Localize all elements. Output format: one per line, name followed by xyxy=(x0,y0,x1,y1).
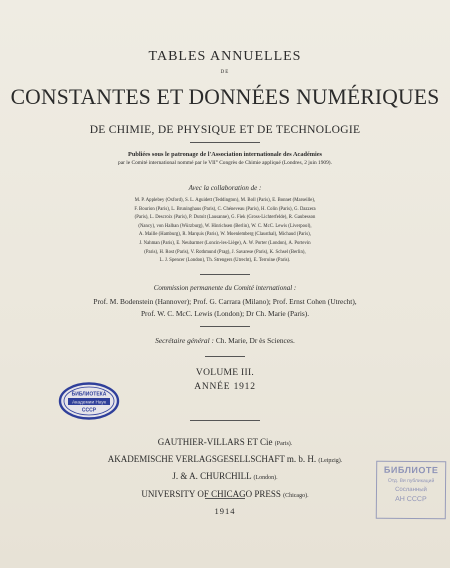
secretary-line xyxy=(0,336,450,345)
stamp-oval-line-1: БИБЛИОТЕКА xyxy=(71,391,107,398)
collaboration-heading: Avec la collaboration de : xyxy=(188,184,262,192)
library-stamp-rect xyxy=(376,461,447,520)
publication-year: 1914 xyxy=(214,506,236,516)
publisher-city: (London). xyxy=(253,475,278,482)
secretary-name: Ch. Marie, Dr ès Sciences. xyxy=(215,336,295,345)
commission-line-1: Prof. M. Bodenstein (Hannover); Prof. G. Carrara (Milano); Prof. Ernst Cohen (Utrecht), xyxy=(93,297,357,306)
collaborators-line: L. J. Spencer (London), Th. Strengers (Utrecht), E. Terroine (Paris). xyxy=(159,258,291,264)
patronage-line-2: par le Comité international nommé par le VII° Congrès de Chimie appliqué (Londres, 2 juin 1909). xyxy=(118,160,332,166)
publisher-city: (Leipzig). xyxy=(318,458,343,465)
divider xyxy=(205,356,245,357)
stamp-rect-line-1: БИБЛИОТЕ xyxy=(383,464,439,476)
library-stamp-oval xyxy=(58,381,120,421)
stamp-rect-line-2: Отд. Ви публикаций xyxy=(387,477,435,485)
divider xyxy=(200,274,250,275)
publisher-city: (Chicago). xyxy=(283,492,309,499)
publisher-city: (Paris). xyxy=(274,441,293,447)
collaborators-line: (Paris), L. Descroix (Paris), P. Dutoit (Lausanne), G. Fiek (Gross-Lichterfelde), R. Gaubesson xyxy=(134,215,316,221)
title-de: DE xyxy=(220,70,230,75)
title-line-3: DE CHIMIE, DE PHYSIQUE ET DE TECHNOLOGIE xyxy=(89,124,361,136)
publisher-name: UNIVERSITY OF CHICAGO PRESS xyxy=(141,488,281,499)
collaborators-line: J. Nahman (Paris), E. Neubarmer (Loncin-les-Liège), A. W. Porter (London), A. Portevin xyxy=(139,240,311,246)
divider xyxy=(205,498,245,499)
publisher-name: GAUTHIER-VILLARS ET Cie xyxy=(157,437,273,447)
commission-heading: Commission permanente du Comité international : xyxy=(153,284,297,292)
publisher-name: AKADEMISCHE VERLAGSGESELLSCHAFT m. b. H. xyxy=(107,454,317,465)
stamp-oval-line-2: Академии Наук xyxy=(71,400,107,406)
collaborators-line: M. P. Applebey (Oxford), S. L. Aguidett (Teddington), M. Boll (Paris), E. Bonnet (Marseille), xyxy=(134,198,316,203)
collaborators-line: (Paris), H. Rost (Paris), V. Rothmund (Prag), J. Savarese (Paris), K. Schsel (Berlin), xyxy=(144,249,306,255)
title-line-2: CONSTANTES ET DONNÉES NUMÉRIQUES xyxy=(10,84,440,109)
secretary-label: Secrétaire général : xyxy=(155,336,214,345)
stamp-rect-line-3: Сосланный xyxy=(395,486,427,494)
publisher-name: J. & A. CHURCHILL xyxy=(172,471,252,482)
divider xyxy=(200,326,250,327)
divider xyxy=(190,420,260,421)
annee: ANNÉE 1912 xyxy=(194,382,256,392)
stamp-rect-line-4: АН СССР xyxy=(395,495,427,504)
patronage-line-1: Publiées sous le patronage de l'Association internationale des Académies xyxy=(127,151,323,158)
collaborators-line: F. Bourion (Paris), L. Bruninghaus (Paris), C. Chéneveau (Paris), H. Colin (Paris), G. Dazzera xyxy=(134,206,316,212)
commission-line-2: Prof. W. C. McC. Lewis (London); Dr Ch. Marie (Paris). xyxy=(140,309,310,318)
stamp-oval-line-3: СССР xyxy=(81,407,97,414)
collaborators-line: (Nancy), von Halban (Würzburg), W. Hinrichsen (Berlin), W. C. McC. Lewis (Liverpool), xyxy=(138,223,312,229)
title-line-1: TABLES ANNUELLES xyxy=(148,49,302,64)
collaborators-list xyxy=(88,197,362,266)
divider xyxy=(190,142,260,143)
publisher-line xyxy=(0,435,450,452)
collaborators-line: A. Maille (Hamburg), R. Marquis (Paris), W. Moenlemberg (Clausthal), Michaud (Paris), xyxy=(139,232,311,238)
volume: VOLUME III. xyxy=(195,368,255,378)
